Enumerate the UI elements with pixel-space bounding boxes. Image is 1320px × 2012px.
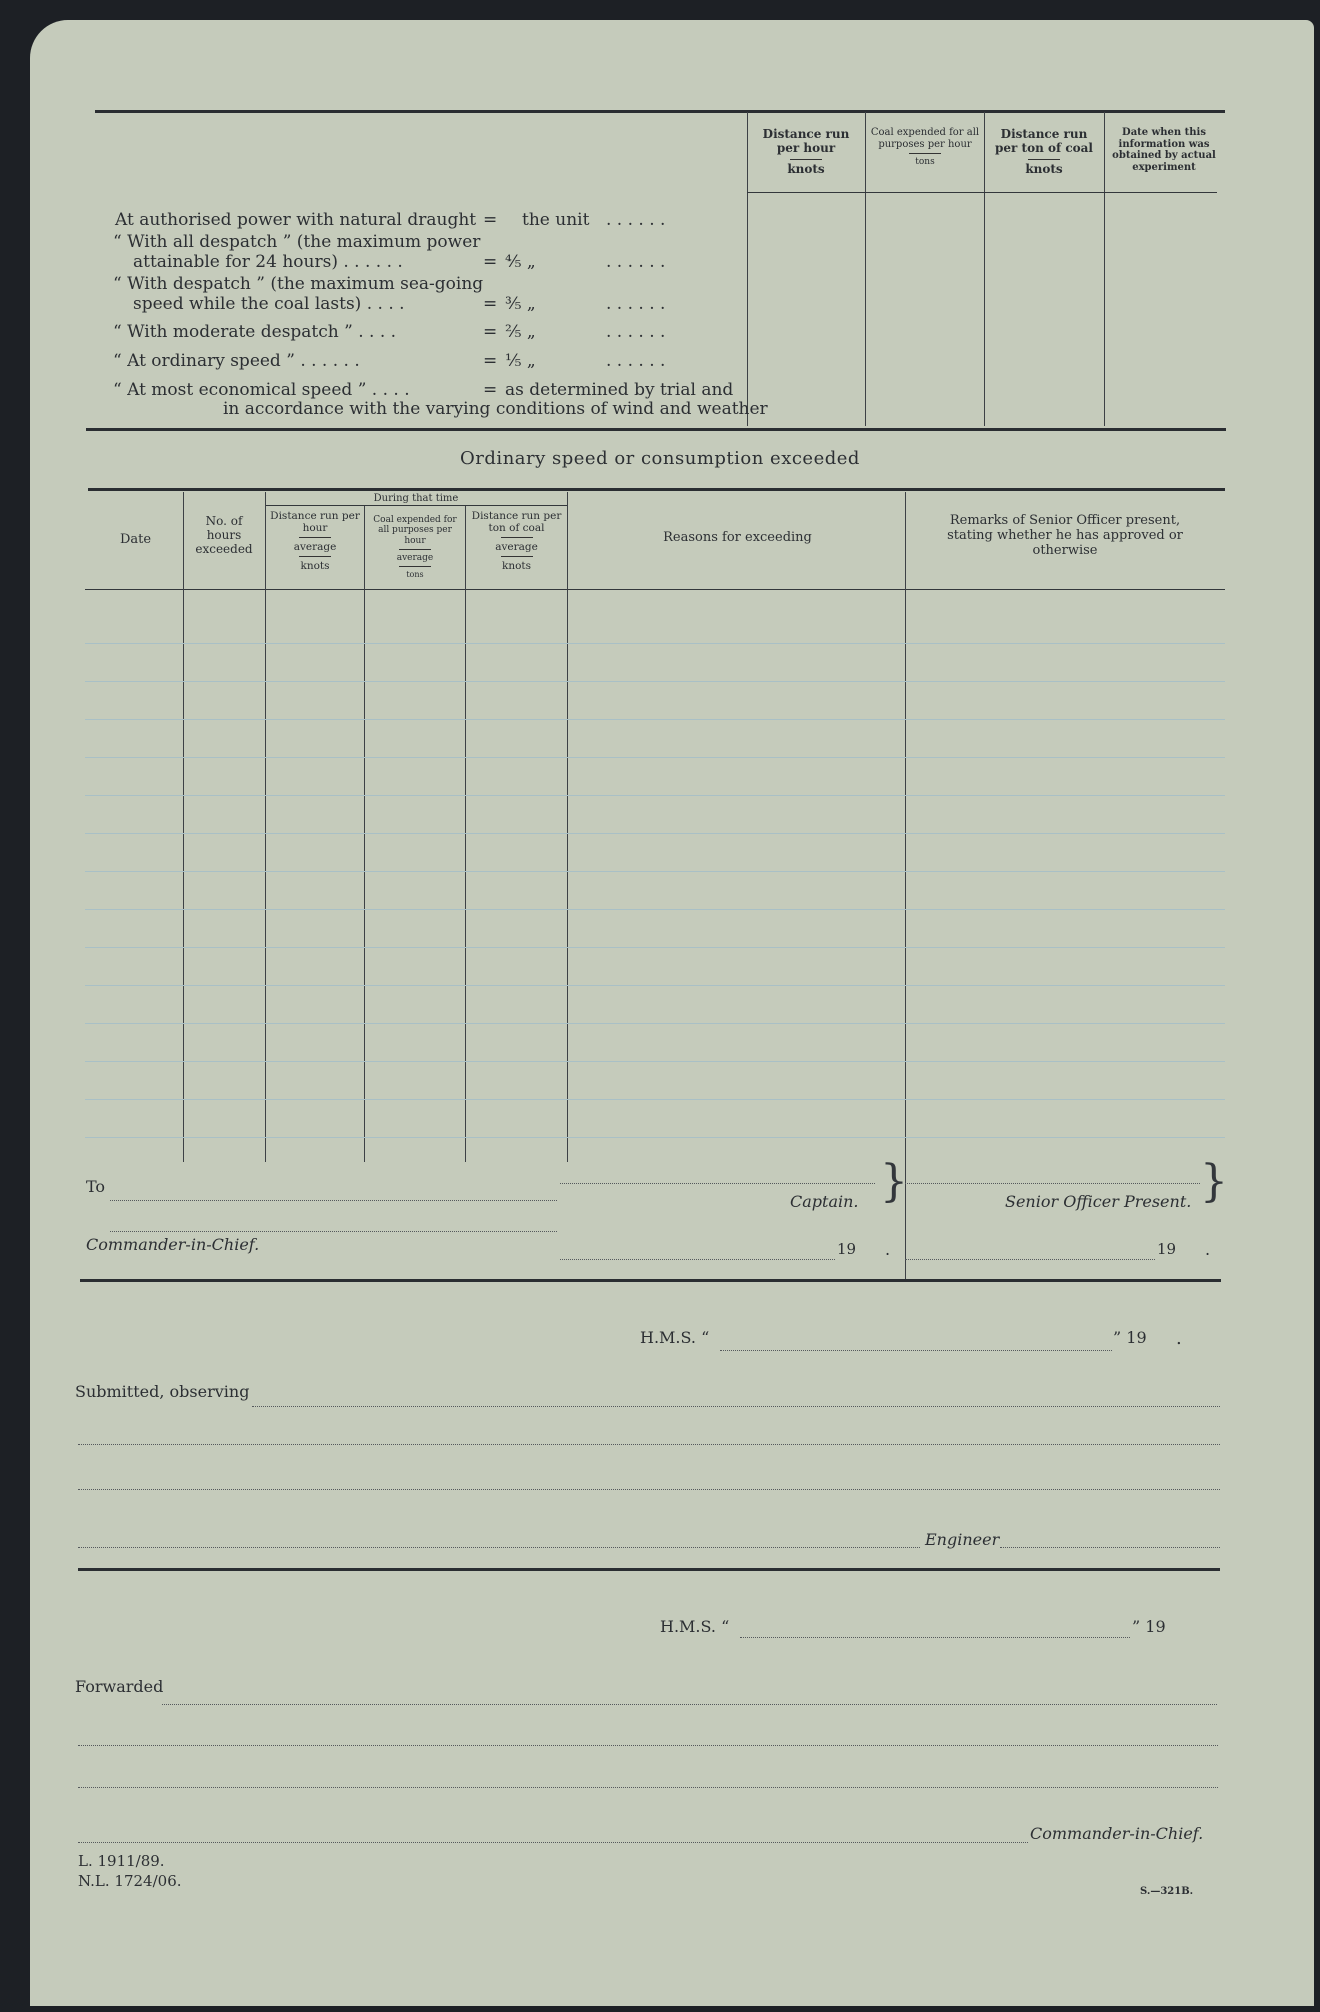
top-col-divider — [1104, 112, 1105, 426]
col-remarks: Remarks of Senior Officer present, stating whether he has approved or otherwise — [947, 513, 1183, 558]
speed-row-economical: “ At most economical speed ” . . . . — [113, 380, 410, 400]
to-line[interactable] — [110, 1200, 557, 1201]
writing-line — [85, 757, 1225, 758]
top-col-divider — [747, 112, 748, 426]
speed-row-all-despatch: “ With all despatch ” (the maximum power — [113, 232, 481, 252]
engineer-label: Engineer — [925, 1530, 1000, 1549]
speed-row-moderate: “ With moderate despatch ” . . . . — [113, 322, 397, 342]
speed-row-ordinary: “ At ordinary speed ” . . . . . . — [113, 351, 360, 371]
captain-label: Captain. — [790, 1192, 859, 1211]
col-date: Date — [119, 532, 152, 547]
top-col-divider — [865, 112, 866, 426]
writing-line — [85, 643, 1225, 644]
form-sheet — [30, 20, 1314, 2006]
equals-sign: = — [483, 322, 498, 342]
fraction-label: ⅘ „ — [505, 252, 536, 272]
writing-line — [85, 1023, 1225, 1024]
reference-2: N.L. 1724/06. — [78, 1872, 182, 1890]
col-header-date-obtained: Date when this information was obtained by actual experiment — [1112, 127, 1216, 173]
equals-sign: = — [483, 252, 498, 272]
top-table-bottom-rule — [86, 428, 1226, 431]
leader-dots: . . . . . . — [606, 252, 666, 272]
year-19: 19 — [837, 1240, 857, 1258]
top-header-rule — [747, 192, 1217, 193]
period: . — [1176, 1328, 1182, 1349]
commander-in-chief-label: Commander-in-Chief. — [1030, 1824, 1204, 1843]
writing-line — [85, 947, 1225, 948]
leader-dots: . . . . . . — [606, 351, 666, 371]
fraction-label: ⅕ „ — [505, 351, 536, 371]
sub-col-distance-per-hour: Distance run per hour average knots — [270, 510, 360, 573]
year-19: 19 — [1157, 1240, 1177, 1258]
ship-name-line[interactable] — [740, 1637, 1130, 1638]
col-hours-exceeded: No. of hours exceeded — [195, 514, 253, 556]
writing-line — [85, 681, 1225, 682]
submitted-line-2[interactable] — [78, 1444, 1220, 1445]
engineer-signature-line[interactable] — [78, 1547, 920, 1548]
forwarded-label: Forwarded — [75, 1677, 164, 1696]
equals-sign: = — [483, 294, 498, 314]
period: . — [1205, 1240, 1211, 1259]
writing-line — [85, 1137, 1225, 1138]
section-title: Ordinary speed or consumption exceeded — [460, 448, 860, 469]
speed-row-all-despatch-cont: attainable for 24 hours) . . . . . . — [133, 252, 403, 272]
section-rule — [80, 1279, 1221, 1282]
forwarded-line[interactable] — [162, 1704, 1217, 1705]
forwarded-line-3[interactable] — [78, 1787, 1218, 1788]
submitted-label: Submitted, observing — [75, 1382, 250, 1401]
engineer-line-end[interactable] — [1000, 1547, 1220, 1548]
during-that-time-rule — [265, 505, 567, 506]
exceed-col-divider — [364, 506, 365, 1162]
to-line-2[interactable] — [110, 1231, 557, 1232]
fraction-label: ⅗ „ — [505, 294, 536, 314]
hms-suffix: ” 19 — [1113, 1328, 1147, 1347]
senior-officer-signature-line[interactable] — [905, 1183, 1200, 1184]
reference-1: L. 1911/89. — [78, 1852, 165, 1870]
forwarded-line-2[interactable] — [78, 1745, 1218, 1746]
equals-sign: = — [483, 210, 498, 230]
leader-dots: . . . . . . — [606, 210, 666, 230]
writing-line — [85, 985, 1225, 986]
senior-officer-label: Senior Officer Present. — [1005, 1192, 1192, 1211]
speed-row-economical-cont: in accordance with the varying conditions of wind and weather — [223, 399, 768, 419]
writing-line — [85, 871, 1225, 872]
sub-col-coal-expended: Coal expended for all purposes per hour average tons — [373, 515, 457, 580]
form-number: S.—321B. — [1140, 1886, 1194, 1897]
leader-dots: . . . . . . — [606, 294, 666, 314]
speed-row-despatch-cont: speed while the coal lasts) . . . . — [133, 294, 405, 314]
to-label: To — [86, 1177, 106, 1196]
col-header-distance-per-hour: Distance run per hour knots — [762, 127, 850, 176]
speed-row-authorised: At authorised power with natural draught — [115, 210, 477, 230]
exceed-table-top-rule — [88, 488, 1225, 491]
fraction-label: ⅖ „ — [505, 322, 536, 342]
leader-dots: . . . . . . — [606, 322, 666, 342]
sub-col-distance-per-ton: Distance run per ton of coal average knots — [471, 510, 562, 573]
senior-officer-date-line[interactable] — [905, 1259, 1155, 1260]
hms-suffix: ” 19 — [1132, 1617, 1166, 1636]
top-col-divider — [984, 112, 985, 426]
cinc-signature-line[interactable] — [78, 1842, 1028, 1843]
trial-label: as determined by trial and — [505, 380, 734, 400]
submitted-line[interactable] — [252, 1406, 1220, 1407]
col-header-distance-per-ton: Distance run per ton of coal knots — [995, 127, 1093, 176]
exceed-col-divider — [465, 506, 466, 1162]
writing-line — [85, 1061, 1225, 1062]
submitted-line-3[interactable] — [78, 1489, 1220, 1490]
brace: } — [1200, 1156, 1228, 1207]
commander-in-chief-label: Commander-in-Chief. — [86, 1235, 260, 1254]
col-reasons: Reasons for exceeding — [663, 530, 812, 545]
captain-date-line[interactable] — [560, 1259, 835, 1260]
unit-label: the unit — [522, 210, 590, 230]
col-header-coal-expended: Coal expended for all purposes per hour tons — [870, 127, 980, 167]
writing-line — [85, 909, 1225, 910]
hms-prefix: H.M.S. “ — [660, 1617, 730, 1636]
brace: } — [880, 1156, 908, 1207]
ship-name-line[interactable] — [720, 1350, 1112, 1351]
captain-signature-line[interactable] — [560, 1183, 875, 1184]
writing-line — [85, 795, 1225, 796]
top-table-top-rule — [95, 110, 1225, 113]
speed-row-despatch: “ With despatch ” (the maximum sea-going — [113, 274, 484, 294]
hms-prefix: H.M.S. “ — [640, 1328, 710, 1347]
writing-line — [85, 833, 1225, 834]
exceed-header-rule — [85, 589, 1225, 590]
section-rule — [78, 1568, 1220, 1571]
equals-sign: = — [483, 351, 498, 371]
during-that-time: During that time — [373, 493, 459, 504]
period: . — [885, 1240, 891, 1259]
writing-line — [85, 719, 1225, 720]
equals-sign: = — [483, 380, 498, 400]
writing-line — [85, 1099, 1225, 1100]
